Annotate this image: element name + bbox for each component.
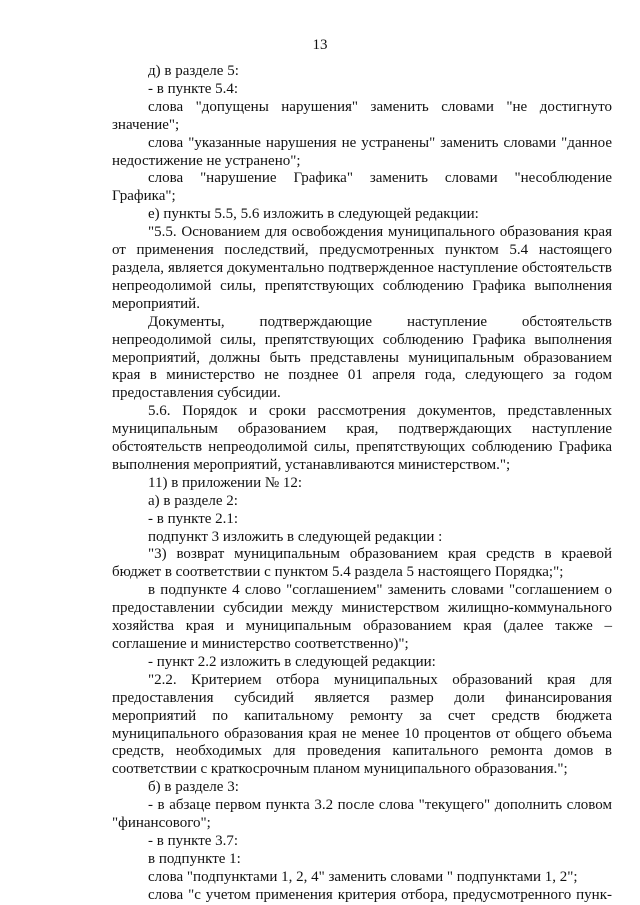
- paragraph: подпункт 3 изложить в следующей редакции :: [148, 528, 443, 545]
- paragraph: б) в разделе 3:: [148, 779, 239, 796]
- paragraph: - в абзаце первом пункта 3.2 после слова "текущего" дополнить словом "финансового";: [112, 797, 612, 832]
- paragraph: 11) в приложении № 12:: [148, 474, 303, 491]
- paragraph: слова "с учетом применения критерия отбора, предусмотренного пунк-: [148, 886, 612, 903]
- paragraph: слова "указанные нарушения не устранены" заменить словами "данное недостижение не устранено";: [112, 134, 612, 169]
- paragraph: а) в разделе 2:: [148, 492, 238, 509]
- paragraph: слова "подпунктами 1, 2, 4" заменить словами " подпунктами 1, 2";: [148, 868, 578, 885]
- paragraph: - в пункте 3.7:: [148, 832, 239, 849]
- document-body: [112, 63, 612, 905]
- paragraph: "3) возврат муниципальным образованием края средств в краевой бюджет в соответствии с пунктом 5.4 раздела 5 настоящего Порядка;";: [112, 546, 612, 581]
- paragraph: "2.2. Критерием отбора муниципальных образований края для предоставления субсидий является размер доли финансирования мероприятий по капитальному ремонту за счет средств бюджета муниципального образования края не менее 10 процентов от общего объема средств, необходимых для проведения капитального ремонта домов в соответствии с краткосрочным планом муниципального образования.";: [112, 671, 612, 778]
- paragraph: д) в разделе 5:: [148, 63, 239, 79]
- paragraph: в подпункте 1:: [148, 850, 241, 867]
- paragraph: - в пункте 5.4:: [148, 80, 239, 97]
- paragraph: "5.5. Основанием для освобождения муниципального образования края от применения последствий, предусмотренных пунктом 5.4 настоящего раздела, является документально подтвержденное наступление обстоятельств непреодолимой силы, препятствующих соблюдению Графика выполнения мероприятий.: [112, 224, 612, 312]
- paragraph: в подпункте 4 слово "соглашением" заменить словами "соглашением о предоставлении субсидии между министерством жилищно-коммунального хозяйства края и муниципальным образованием края (далее также – соглашение и министерство соответственно)";: [112, 582, 612, 652]
- paragraph: - пункт 2.2 изложить в следующей редакции:: [148, 653, 436, 670]
- page-number: 13: [312, 37, 328, 53]
- paragraph: е) пункты 5.5, 5.6 изложить в следующей редакции:: [148, 206, 479, 223]
- paragraph: 5.6. Порядок и сроки рассмотрения документов, представленных муниципальным образованием края, подтверждающих наступление обстоятельств непреодолимой силы, препятствующих соблюдению Графика выполнения мероприятий, устанавливаются министерством.";: [112, 403, 612, 473]
- paragraph: Документы, подтверждающие наступление обстоятельств непреодолимой силы, препятствующих соблюдению Графика выполнения мероприятий, должны быть представлены муниципальным образованием края в министерство не позднее 01 апреля года, следующего за годом предоставления субсидии.: [112, 313, 612, 402]
- paragraph: слова "нарушение Графика" заменить словами "несоблюдение Графика";: [112, 170, 612, 205]
- paragraph: слова "допущены нарушения" заменить словами "не достигнуто значение";: [112, 98, 612, 133]
- paragraph: - в пункте 2.1:: [148, 510, 239, 527]
